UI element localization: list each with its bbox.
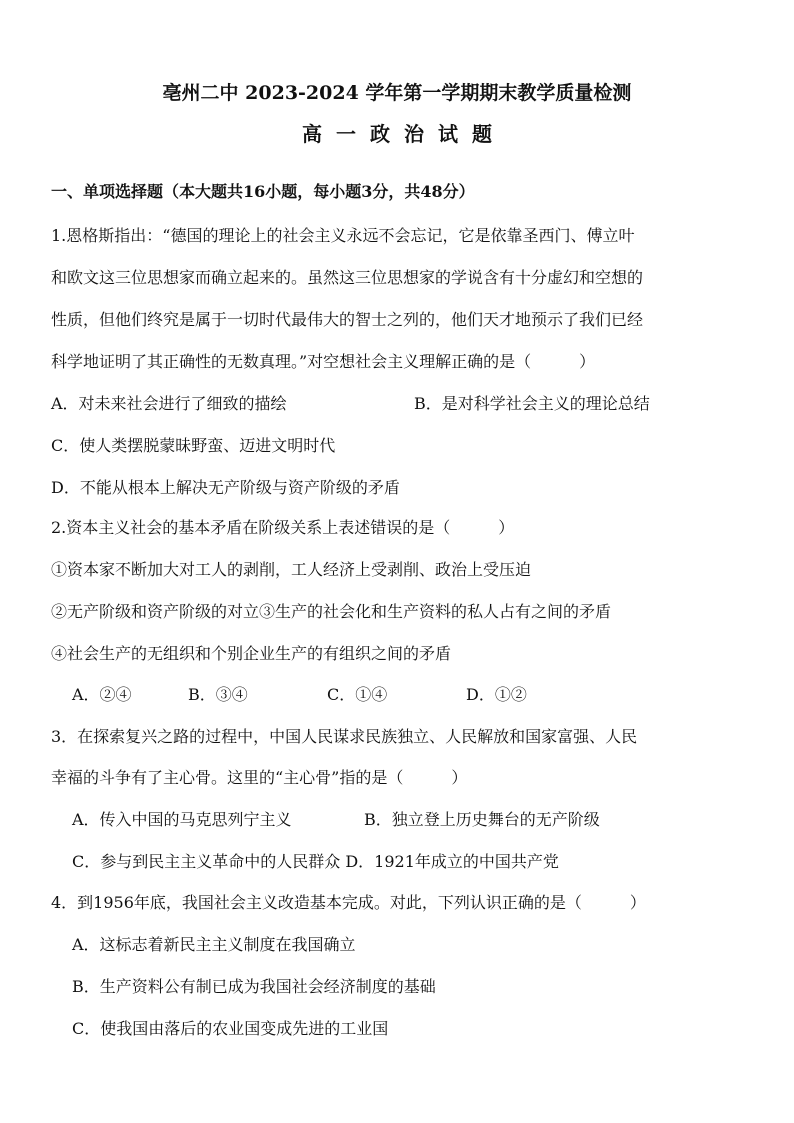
q2-option-c: C．①④ <box>327 685 388 704</box>
q2-statement-4: ④社会生产的无组织和个别企业生产的有组织之间的矛盾 <box>51 644 452 663</box>
q1-stem-line-3: 性质，但他们终究是属于一切时代最伟大的智士之列的，他们天才地预示了我们已经 <box>51 310 644 329</box>
q3-option-a: A．传入中国的马克思列宁主义 <box>72 810 292 829</box>
q3-stem-line-2: 幸福的斗争有了主心骨。这里的“主心骨”指的是（ ） <box>51 768 468 787</box>
q4-stem: 4．到1956年底，我国社会主义改造基本完成。对此，下列认识正确的是（ ） <box>51 893 646 912</box>
q4-option-b: B．生产资料公有制已成为我国社会经济制度的基础 <box>72 977 436 996</box>
q1-stem-line-4: 科学地证明了其正确性的无数真理。”对空想社会主义理解正确的是（ ） <box>51 352 596 371</box>
q2-option-b: B．③④ <box>188 685 248 704</box>
q1-option-d: D．不能从根本上解决无产阶级与资产阶级的矛盾 <box>51 478 400 497</box>
q2-option-a: A．②④ <box>72 685 132 704</box>
section-heading: 一、单项选择题（本大题共16小题，每小题3分，共48分） <box>51 182 475 201</box>
q3-stem-line-1: 3．在探索复兴之路的过程中，中国人民谋求民族独立、人民解放和国家富强、人民 <box>51 727 638 746</box>
q3-option-b: B．独立登上历史舞台的无产阶级 <box>364 810 600 829</box>
q4-option-c: C．使我国由落后的农业国变成先进的工业国 <box>72 1019 389 1038</box>
q2-option-d: D．①② <box>466 685 527 704</box>
q4-option-a: A．这标志着新民主主义制度在我国确立 <box>72 935 356 954</box>
q1-stem-line-2: 和欧文这三位思想家而确立起来的。虽然这三位思想家的学说含有十分虚幻和空想的 <box>51 268 644 287</box>
exam-title: 亳州二中 2023-2024 学年第一学期期末教学质量检测 <box>162 82 632 104</box>
q2-statement-1: ①资本家不断加大对工人的剥削，工人经济上受剥削、政治上受压迫 <box>51 560 532 579</box>
q2-statement-2-3: ②无产阶级和资产阶级的对立③生产的社会化和生产资料的私人占有之间的矛盾 <box>51 602 612 621</box>
q1-stem-line-1: 1.恩格斯指出：“德国的理论上的社会主义永远不会忘记，它是依靠圣西门、傅立叶 <box>51 226 635 245</box>
q2-stem: 2.资本主义社会的基本矛盾在阶级关系上表述错误的是（ ） <box>51 518 515 537</box>
exam-subtitle: 高一政治试题 <box>302 122 506 146</box>
q1-option-c: C．使人类摆脱蒙昧野蛮、迈进文明时代 <box>51 436 336 455</box>
q1-option-a: A．对未来社会进行了细致的描绘 <box>51 394 287 413</box>
q1-option-b: B．是对科学社会主义的理论总结 <box>414 394 650 413</box>
q3-option-c-d: C．参与到民主主义革命中的人民群众 D．1921年成立的中国共产党 <box>72 852 559 871</box>
